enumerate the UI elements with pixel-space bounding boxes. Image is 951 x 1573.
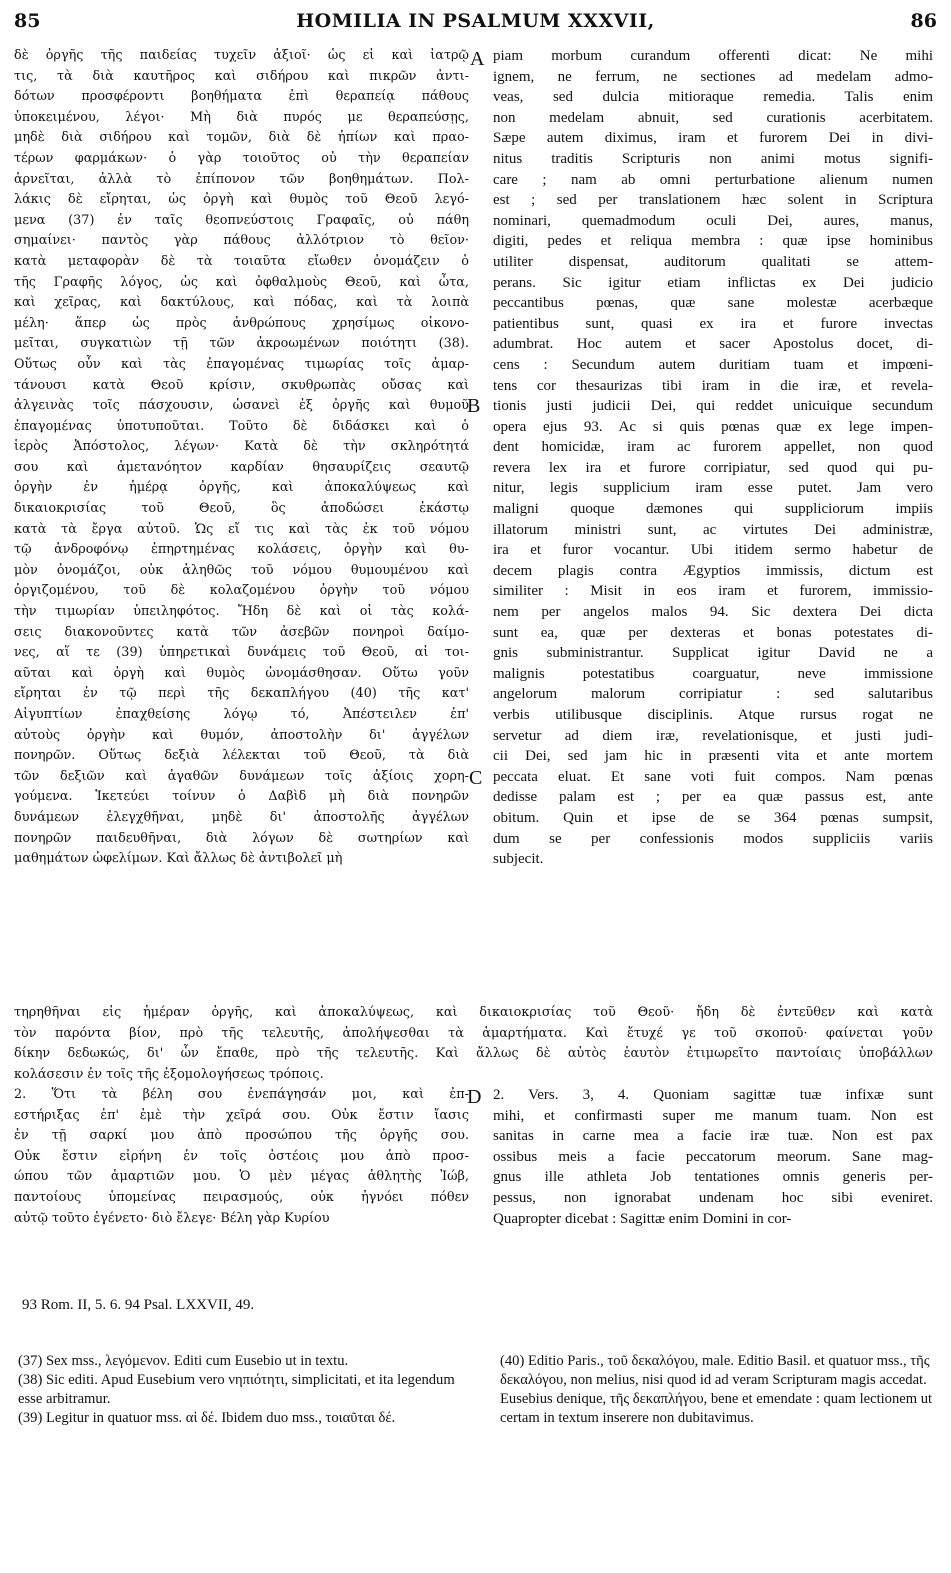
greek-text-line: λάκις δὲ εἴρηται, ὡς ὀργὴ καὶ θυμὸς τοῦ Θεοῦ λεγό-: [14, 192, 469, 208]
greek-text-line: σου καὶ ἀμετανόητον καρδίαν θησαυρίζεις σεαυτῷ: [14, 459, 469, 475]
latin-text-line: ossibus meis a facie peccatorum meorum. Sane mag-: [493, 1148, 933, 1165]
latin-text-line: dent homicidæ, iram ac furorem appellet, non quod: [493, 439, 933, 456]
greek-text-line: μηδὲ διὰ σιδήρου καὶ τομῶν, διὰ δὲ ἠπίων καὶ πραο-: [14, 130, 469, 146]
greek-text-line: ἱερὸς Ἀπόστολος, λέγων· Κατὰ δὲ τὴν σκληρότητά: [14, 439, 469, 455]
latin-text-line: mihi, et confirmasti super me manum tuam. Non est: [493, 1107, 933, 1124]
latin-text-line: dum se per confessionis modos suppliciis variis: [493, 830, 933, 847]
greek-text-line: αὐτοὺς ὀργὴν καὶ θυμόν, ἀποστολὴν δι' ἀγγέλων: [14, 727, 469, 743]
critical-note: (37) Sex mss., λεγόμενον. Editi cum Eusebio ut in textu.: [18, 1353, 349, 1369]
greek-text-line: τῷ ἀνδροφόνῳ ἐπηρτημένας κολάσεις, ὀργὴν καὶ θυ-: [14, 542, 469, 558]
greek-text-line: δυνάμεων ἐλεγχθῆναι, μηδὲ δι' ἀποστολῆς ἀγγέλων: [14, 809, 469, 825]
page-number-right: 86: [910, 10, 937, 32]
critical-note: (40) Editio Paris., τοῦ δεκαλόγου, male. Editio Basil. et quatuor mss., τῆς δεκαλόγου, non melius, nisi quod id ad veram Scripturam magis accedat. Eusebius denique, τῆς δεκαπλήγου, bene et emendate : quam lectionem ut certam in textum inserere non dubitavimus.: [500, 1353, 933, 1426]
greek-text-line: Οὐκ ἔστιν εἰρήνη ἐν τοῖς ὀστέοις μου ἀπὸ προσ-: [14, 1148, 469, 1164]
greek-text-line: αὐτῷ τοῦτο ἐγένετο· διὸ ἔλεγε· Βέλη γὰρ Κυρίου: [14, 1210, 330, 1226]
latin-text-line: revera lex ira et furore corripiatur, sed quod qui pu-: [493, 459, 933, 476]
full-width-text-line: κολάσεσιν ἐν τοῖς τῆς ἐξομολογήσεως τρόποις.: [14, 1066, 324, 1082]
greek-text-line: σημαίνει· παντὸς γὰρ πάθους ἀλλότριον τὸ θεῖον·: [14, 233, 469, 249]
greek-text-line: τις, τὰ διὰ καυτῆρος καὶ σιδήρου καὶ πικρῶν ἀντι-: [14, 68, 469, 84]
greek-text-line: μεῖται, συγκατιὼν τῇ τῶν ἀκροωμένων ποιότητι (38).: [14, 336, 469, 352]
greek-text-line: μαθημάτων ὠφελίμων. Καὶ ἄλλως δὲ ἀντιβολεῖ μὴ: [14, 851, 343, 867]
latin-text-line: utiliter dispensat, auditorum qualitati se attem-: [493, 253, 933, 270]
greek-column: [14, 46, 469, 870]
latin-text-line: dedisse palam est ; per ea quæ passus est, ante: [493, 789, 933, 806]
greek-text-line: ὑποκειμένου, λέγοι· Μὴ διὰ πυρός με θεραπεύσῃς,: [14, 109, 469, 125]
latin-text-line: tionis justi judicii Dei, qui reddet unicuique secundum: [493, 398, 933, 415]
margin-letter-c: C: [469, 767, 483, 789]
margin-letter-b: B: [467, 395, 481, 417]
greek-text-line: 2. Ὅτι τὰ βέλη σου ἐνεπάγησάν μοι, καὶ ἐπ-: [14, 1087, 469, 1102]
greek-full-width-paragraph: [14, 1003, 933, 1085]
latin-text-line: gnis subministrantur. Supplicat igitur David ne a: [493, 645, 933, 662]
latin-text-line: patientibus sunt, quasi ex ira et furore invectas: [493, 315, 933, 332]
latin-text-line: maligni quoque dæmones qui suppliciorum impiis: [493, 501, 933, 518]
greek-text-line: δότων προσφέροντι βοηθήματα ἐπὶ θεραπείᾳ πάθους: [14, 89, 469, 105]
greek-text-line: ἀλγεινὰς τοῖς πάσχουσιν, ὡσανεὶ ἐξ ὀργῆς καὶ θυμοῦ: [14, 398, 469, 414]
latin-text-line: est ; sed per translationem hæc solent in Scriptura: [493, 192, 933, 209]
greek-text-line: ώπου τῶν ἁμαρτιῶν μου. Ὁ μὲν μέγας ἀθλητὴς Ἰώβ,: [14, 1169, 469, 1185]
greek-text-line: καὶ χεῖρας, καὶ δακτύλους, καὶ πόδας, καὶ τὰ λοιπὰ: [14, 295, 469, 311]
greek-text-line: εἴρηται ἐν τῷ περὶ τῆς δεκαπλήγου (40) τῆς κατ': [14, 686, 469, 702]
greek-text-line: μέλη· ἅπερ ὡς πρὸς ἀνθρώπους χρησίμως οἰκονο-: [14, 315, 469, 331]
scripture-footnotes: 93 Rom. II, 5. 6. 94 Psal. LXXVII, 49.: [22, 1297, 255, 1313]
greek-text-line: τέρων φαρμάκων· ὁ γὰρ τοιοῦτος οὐ τὴν θεραπείαν: [14, 150, 469, 166]
latin-text-line: illatorum ministri sunt, ac virtutes Dei administræ,: [493, 521, 933, 538]
latin-text-line: opera ejus 93. Ac si quis pœnas quæ ex lege impen-: [493, 418, 933, 435]
greek-text-line: τῆς Γραφῆς λόγος, ὡς καὶ ὀφθαλμοὺς Θεοῦ, καὶ ὦτα,: [14, 274, 469, 290]
latin-text-line: nitus traditis Scripturis non animi motus signifi-: [493, 150, 933, 167]
greek-text-line: σεις διακονοῦντες κατὰ τῶν ἀσεβῶν πονηροὶ δαίμο-: [14, 624, 469, 640]
latin-text-line: Quapropter dicebat : Sagittæ enim Domini in cor-: [493, 1210, 792, 1227]
latin-text-line: sunt ea, quæ per dexteras et bonas potestates di-: [493, 624, 933, 641]
greek-text-line: πονηρῶν παιδευθῆναι, διὰ λόγων δὲ σωτηρίων καὶ: [14, 830, 469, 846]
latin-text-line: servetur ad diem iræ, revelationisque, et justi judi-: [493, 727, 933, 744]
latin-text-line: digiti, pedes et reliqua membra : quæ ipse hominibus: [493, 233, 933, 250]
greek-text-line: εστήριξας ἐπ' ἐμὲ τὴν χεῖρά σου. Οὐκ ἔστιν ἴασις: [14, 1107, 469, 1123]
greek-text-line: μὸν ὀνομάζοι, οὐκ ἀληθῶς τοῦ νόμου θυμουμένου καὶ: [14, 562, 469, 578]
latin-text-line: angelorum malorum corripiatur : sed salutaribus: [493, 686, 933, 703]
greek-text-line: ἀρνεῖται, ἀλλὰ τὸ ἐπίπονον τῶν βοηθημάτων. Πολ-: [14, 171, 469, 187]
full-width-text-line: τὸν παρόντα βίον, πρὸ τῆς τελευτῆς, ἀπολήψεσθαι τὰ ἁμαρτήματα. Καὶ ἔτυχέ γε τοῦ σκοποῦ· φαίνεται γοῦν: [14, 1025, 933, 1041]
critical-notes-left: [18, 1352, 470, 1428]
latin-text-line: peccantibus pœnas, quæ sane molestæ acerbæque: [493, 295, 933, 312]
latin-text-line: pessus, non ignorabat undenam hoc sibi eveniret.: [493, 1189, 933, 1206]
full-width-text-line: τηρηθῆναι εἰς ἡμέραν ὀργῆς, καὶ ἀποκαλύψεως, καὶ δικαιοκρισίας τοῦ Θεοῦ· ἤδη δὲ ἐντεῦθεν καὶ κατὰ: [14, 1005, 933, 1020]
latin-text-line: decem plagis contra Ægyptios immissis, dictum est: [493, 562, 933, 579]
greek-text-line: κατὰ τὰ ἔργα αὐτοῦ. Ὡς εἴ τις καὶ τὰς ἐκ τοῦ νόμου: [14, 521, 469, 537]
greek-text-line: ἐπαγομένας ὑποτυποῦται. Τοῦτο δὲ διδάσκει καὶ ὁ: [14, 418, 469, 434]
greek-text-line: δὲ ὀργῆς τῆς παιδείας τυχεῖν ἀξιοῖ· ὡς εἰ καὶ ἰατρῷ: [14, 48, 469, 63]
greek-text-line: τὴν τιμωρίαν ὑπειληφότος. Ἤδη δὲ καὶ οἱ τὰς κολά-: [14, 604, 469, 620]
latin-text-line: sanitas in carne mea a facie iræ tuæ. Non est pax: [493, 1128, 933, 1145]
latin-text-line: similiter : Misit in eos iram et furorem, immissio-: [493, 583, 933, 600]
latin-text-line: Sæpe autem diximus, iram et furorem Dei in divi-: [493, 130, 933, 147]
latin-text-line: nem per angelos malos 94. Sic dextera Dei dicta: [493, 604, 933, 621]
latin-text-line: cii Dei, sed jam hic in præsenti vita et ante mortem: [493, 748, 933, 765]
latin-text-line: adumbrat. Hoc autem et sacer Apostolus docet, di-: [493, 336, 933, 353]
latin-text-line: subjecit.: [493, 851, 544, 868]
latin-text-line: verbis utilibusque disciplinis. Atque rursus rogat ne: [493, 707, 933, 723]
greek-text-line: νες, αἵ τε (39) ὑπηρετικαὶ δυνάμεις τοῦ Θεοῦ, αἱ τοι-: [14, 645, 469, 661]
margin-letter-d: D: [467, 1086, 482, 1108]
greek-text-line: κατὰ μεταφορὰν δὲ τὰ τοιαῦτα εἴωθεν ὀνομάζειν ὁ: [14, 253, 469, 269]
latin-text-line: obitum. Quin et ipse de se 364 pœnas sumpsit,: [493, 809, 933, 826]
latin-text-line: tens cor thesaurizas tibi iram in die iræ, et revela-: [493, 377, 933, 394]
greek-text-line: αῦται καὶ ὀργὴ καὶ θυμὸς ὠνομάσθησαν. Οὕτω γοῦν: [14, 665, 469, 681]
latin-text-line: nominari, quemadmodum oculi Dei, aures, manus,: [493, 212, 933, 229]
latin-text-line: nitur, legis supplicium iram esse putet. Jam vero: [493, 480, 933, 497]
greek-text-line: τῶν δεξιῶν καὶ ἀγαθῶν δυνάμεων τοῖς ἀξίοις χορη-: [14, 768, 469, 784]
full-width-text-line: δίκην δεδωκώς, δι' ὧν ἔπαθε, πρὸ τῆς τελευτῆς. Καὶ ἄλλως δὲ αὐτὸς ἑαυτὸν ἐτιμωρεῖτο παντοίαις ὑποβάλλων: [14, 1046, 933, 1062]
critical-notes-right: [500, 1352, 934, 1428]
latin-text-line: malignis potestatibus coarguatur, neve immissione: [493, 665, 933, 682]
critical-note: (39) Legitur in quatuor mss. αἱ δέ. Ibidem duo mss., τοιαῦται δέ.: [18, 1410, 396, 1426]
greek-text-line: Αἰγυπτίων ἐπαχθείσης λόγῳ τό, Ἀπέστειλεν ἐπ': [14, 707, 469, 722]
greek-text-line: ὀργιζομένου, τοῦ δὲ κολαζομένου ὀργὴν τοῦ νόμου: [14, 583, 469, 599]
greek-text-line: ἐν τῇ σαρκί μου ἀπὸ προσώπου τῆς ὀργῆς σου.: [14, 1128, 469, 1144]
greek-text-line: παντοίους ὑπομείνας πειρασμούς, οὐκ ἠγνόει πόθεν: [14, 1189, 469, 1205]
margin-letter-a: A: [470, 48, 485, 70]
greek-text-line: ὀργὴν ἐν ἡμέρᾳ ὀργῆς, καὶ ἀποκαλύψεως καὶ: [14, 480, 469, 496]
greek-text-line: τάνουσι κατὰ Θεοῦ κρίσιν, σκυθρωπὰς οὔσας καὶ: [14, 377, 469, 393]
greek-text-line: Οὕτως οὖν καὶ τὰς ἐπαγομένας τιμωρίας τοῖς ἁμαρ-: [14, 356, 469, 372]
greek-column-section-2: [14, 1085, 469, 1229]
latin-text-line: perans. Sic igitur etiam inflictas ex Dei judicio: [493, 274, 933, 291]
greek-text-line: πονηρῶν. Οὕτως δεξιὰ λέλεκται τοῦ Θεοῦ, τὰ διὰ: [14, 748, 469, 764]
page-number-left: 85: [14, 10, 41, 32]
greek-text-line: γούμενα. Ἱκετεύει τοίνυν ὁ Δαβὶδ μὴ διὰ πονηρῶν: [14, 789, 469, 805]
critical-note: (38) Sic editi. Apud Eusebium vero νηπιότητι, simplicitati, et ita legendum esse arbitramur.: [18, 1372, 455, 1407]
latin-text-line: ira et furor vocantur. Ubi itidem sermo habetur de: [493, 542, 933, 559]
greek-text-line: μενα (37) ἐν ταῖς θεοπνεύστοις Γραφαῖς, οὐ πάθη: [14, 212, 469, 228]
latin-text-line: cens : Secundum autem duritiam tuam et impœni-: [493, 356, 933, 373]
latin-column-section-2: [493, 1085, 933, 1229]
latin-text-line: ignem, ne ferrum, ne sectiones ad medelam admo-: [493, 68, 933, 85]
latin-text-line: 2. Vers. 3, 4. Quoniam sagittæ tuæ infixæ sunt: [493, 1087, 933, 1103]
greek-text-line: δικαιοκρισίας τοῦ Θεοῦ, ὃς ἀποδώσει ἑκάστῳ: [14, 501, 469, 517]
running-title: HOMILIA IN PSALMUM XXXVII,: [296, 10, 655, 32]
latin-text-line: peccata eluat. Et sane voti fuit compos. Nam pœnas: [493, 768, 933, 785]
page-header: [14, 10, 937, 40]
latin-text-line: piam morbum curandum offerenti dicat: Ne mihi: [493, 48, 933, 64]
latin-text-line: care ; nam ab omni perturbatione alienum numen: [493, 171, 933, 188]
latin-column: [493, 46, 933, 870]
latin-text-line: gnus ille athleta Job tentationes omnis generis per-: [493, 1169, 933, 1186]
latin-text-line: veas, sed dulcia mitioraque remedia. Talis enim: [493, 89, 933, 106]
latin-text-line: non medelam abnuit, sed curationis acerbitatem.: [493, 109, 933, 126]
